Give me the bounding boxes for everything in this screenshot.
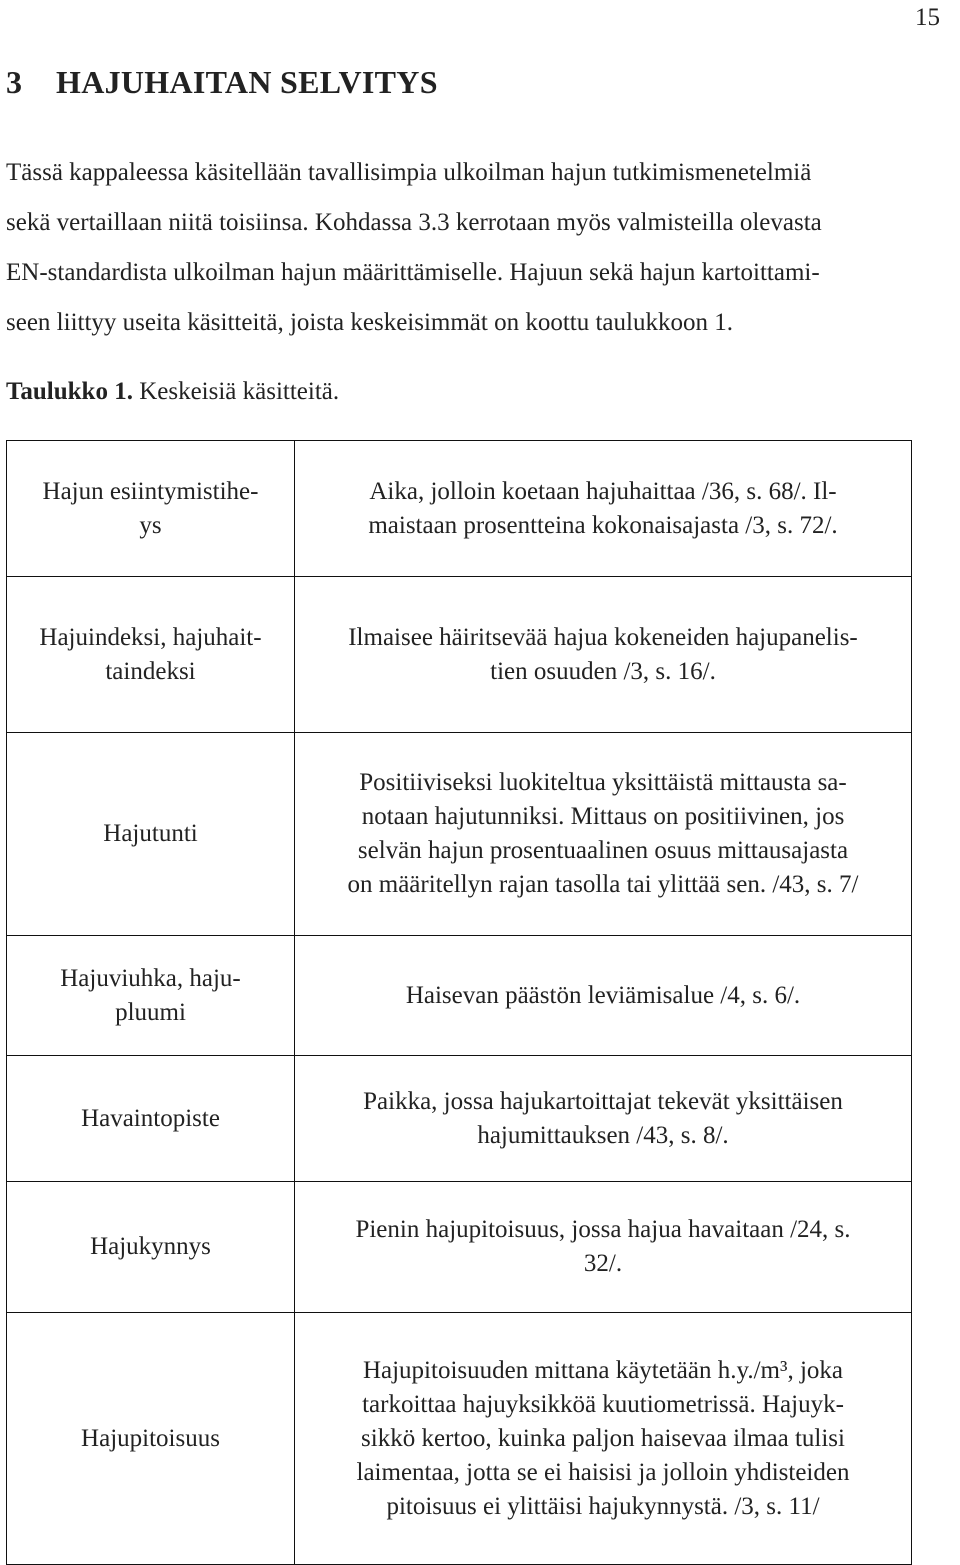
definition-line: Pienin hajupitoisuus, jossa hajua havaitaan /24, s. [355,1216,851,1243]
definition-cell [295,733,912,936]
table-row [7,1313,912,1565]
term-line: Hajuindeksi, hajuhait- [39,623,262,651]
term-line: Hajupitoisuus [81,1424,220,1452]
definition-line: Positiiviseksi luokiteltua yksittäistä mittausta sa- [359,769,847,796]
definition-line: hajumittauksen /43, s. 8/. [477,1121,729,1149]
table-caption-label: Taulukko 1. [6,378,133,405]
definition-line: selvän hajun prosentuaalinen osuus mittausajasta [357,837,849,864]
term-cell [7,1056,295,1182]
definition-line: Haisevan päästön leviämisalue /4, s. 6/. [405,981,801,1009]
section-title: HAJUHAITAN SELVITYS [56,64,438,100]
term-cell [7,577,295,733]
term-cell [7,1313,295,1565]
table-row [7,577,912,733]
definition-cell [295,577,912,733]
definition-cell [295,441,912,577]
term-cell [7,1182,295,1313]
definition-cell [295,1313,912,1565]
intro-line: Tässä kappaleessa käsitellään tavallisimpia ulkoilman hajun tutkimismenetelmiä [6,159,812,186]
definition-line: on määritellyn rajan tasolla tai ylittää sen. /43, s. 7/ [347,871,859,898]
term-cell [7,733,295,936]
definition-line: sikkö kertoo, kuinka paljon haisevaa ilmaa tulisi [361,1424,845,1452]
definition-line: laimentaa, jotta se ei haisisi ja jolloin yhdisteiden [356,1458,850,1486]
table-row [7,1056,912,1182]
intro-line: EN-standardista ulkoilman hajun määrittämiselle. Hajuun sekä hajun kartoittami- [6,259,820,286]
page-number: 15 [915,4,940,31]
term-line: Havaintopiste [81,1104,220,1132]
definition-line: pitoisuus ei ylittäisi hajukynnystä. /3, s. 11/ [386,1492,820,1520]
definition-cell [295,936,912,1056]
definition-line: Hajupitoisuuden mittana käytetään h.y./m³, joka [362,1356,844,1384]
definition-line: Paikka, jossa hajukartoittajat tekevät yksittäisen [363,1087,843,1115]
intro-paragraph [6,148,956,348]
term-line: Hajutunti [103,820,198,847]
definition-cell [295,1182,912,1313]
term-cell [7,441,295,577]
terms-table-body [7,441,912,1565]
definition-line: notaan hajutunniksi. Mittaus on positiivinen, jos [361,803,845,830]
term-line: Hajuviuhka, haju- [60,964,241,992]
term-line: taindeksi [105,657,196,685]
term-line: ys [139,511,162,539]
definition-cell [295,1056,912,1182]
intro-line: seen liittyy useita käsitteitä, joista keskeisimmät on koottu taulukkoon 1. [6,309,733,336]
table-row [7,1182,912,1313]
section-number: 3 [6,64,23,100]
term-cell [7,936,295,1056]
terms-table [6,440,912,1565]
definition-line: tien osuuden /3, s. 16/. [490,657,716,685]
definition-line: 32/. [583,1250,623,1277]
term-line: pluumi [115,998,186,1026]
definition-line: Ilmaisee häiritsevää hajua kokeneiden hajupanelis- [348,623,858,651]
table-caption-text: Keskeisiä käsitteitä. [139,378,340,405]
table-row [7,936,912,1056]
term-line: Hajukynnys [90,1233,211,1260]
term-line: Hajun esiintymistihe- [42,477,259,505]
section-heading [6,64,438,101]
table-row [7,733,912,936]
intro-line: sekä vertaillaan niitä toisiinsa. Kohdassa 3.3 kerrotaan myös valmisteilla olevasta [6,209,822,236]
definition-line: tarkoittaa hajuyksikköä kuutiometrissä. Hajuyk- [362,1390,844,1418]
table-row [7,441,912,577]
definition-line: maistaan prosentteina kokonaisajasta /3, s. 72/. [368,511,838,539]
table-caption [6,378,339,406]
definition-line: Aika, jolloin koetaan hajuhaittaa /36, s. 68/. Il- [369,477,837,505]
